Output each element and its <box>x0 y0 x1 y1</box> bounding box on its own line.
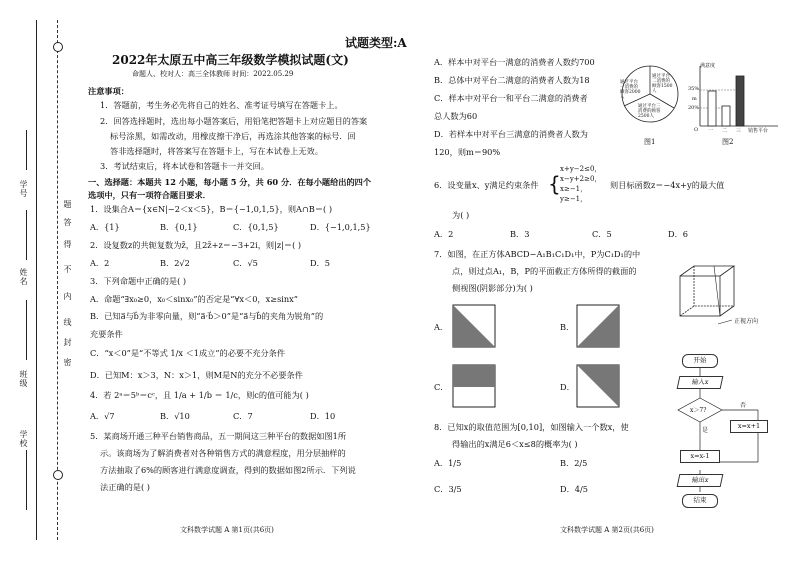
fill-line <box>26 450 27 510</box>
bar-tick: m <box>692 96 697 102</box>
label-name: 姓名 <box>19 268 28 286</box>
fill-line <box>26 210 27 260</box>
seal-char: 内 <box>63 292 72 301</box>
q7-option: B． <box>560 322 575 332</box>
q6-tail: 则目标函数z＝−4x+y的最大值 <box>610 180 725 190</box>
bar <box>708 91 716 126</box>
q6-tail: 为( ) <box>452 210 470 220</box>
q8-line: 8．已知x的取值范围为[0,10]，如图输入一个数x，使 <box>434 422 629 432</box>
q2-option: D．5 <box>310 258 330 268</box>
q5-option: B．总体中对平台二满意的消费者人数为18 <box>434 75 590 85</box>
bar-ylabel: 满意度 <box>700 63 716 69</box>
label-class: 班级 <box>19 370 28 388</box>
page-title: 2022年太原五中高三年级数学模拟试题(文) <box>112 53 349 67</box>
q5-option: C．样本中对平台一和平台二满意的消费者 <box>434 93 588 103</box>
brace: { <box>548 172 561 196</box>
pie-label-2: 通过平台二消费的顾客1500人 <box>652 74 673 94</box>
q7-line: 7．如图，在正方体ABCD−A₁B₁C₁D₁中，P为C₁D₁的中 <box>434 249 641 259</box>
q6-option: B．3 <box>510 229 530 239</box>
bar-x: 三 <box>736 128 742 134</box>
q2-option: A．2 <box>90 258 110 268</box>
q4-option: D．10 <box>310 411 336 421</box>
notice-title: 注意事项： <box>88 86 129 96</box>
figure-2-bar-chart <box>686 62 786 136</box>
seal-char: 题 <box>63 200 72 209</box>
notice-line: 1．答题前，考生务必先将自己的姓名、准考证号填写在答题卡上。 <box>100 100 343 110</box>
seal-line <box>57 20 58 540</box>
binding-hole <box>53 470 63 480</box>
constraint: x+y−2≤0， <box>560 165 602 173</box>
q7-line: 点，则过点A₁，B，P的平面截正方体所得的截面的 <box>452 266 637 276</box>
q8-option: B．2/5 <box>560 458 588 468</box>
seal-char: 线 <box>63 318 72 327</box>
view-direction-label: 正视方向 <box>734 318 759 325</box>
footer-left: 文科数学试题 A 第1页(共6页) <box>180 526 274 534</box>
q7-option: C． <box>434 382 449 392</box>
q4-option: A．√7 <box>90 411 115 421</box>
q8-option: D．4/5 <box>560 484 588 494</box>
q7-line: 侧视图(阴影部分)为( ) <box>452 283 533 293</box>
q3-line: 充要条件 <box>90 329 123 339</box>
seal-char: 答 <box>63 218 72 227</box>
bar <box>722 106 730 126</box>
flow-no: 否 <box>740 402 747 409</box>
q4-option: B．√10 <box>160 411 190 421</box>
q1-option: D．{−1,0,1,5} <box>310 222 371 232</box>
q8-option: A．1/5 <box>434 458 462 468</box>
margin-rule <box>36 20 37 540</box>
option-c-view <box>452 364 496 408</box>
flowchart-lines <box>660 346 790 516</box>
exam-meta: 命题人、校对人：高三全体教师 时间：2022.05.29 <box>132 70 294 78</box>
option-b-view <box>576 304 620 348</box>
q6-option: C．5 <box>592 229 612 239</box>
bar-x: O <box>694 127 699 133</box>
bar-tick: 35% <box>688 86 700 92</box>
pie-label-3: 通过平台三消费的顾客2500人 <box>638 104 661 119</box>
q5-option: 120，则m＝90% <box>434 147 501 157</box>
bar-xlabel: 销售平台 <box>748 128 769 134</box>
bar-x: 一 <box>708 128 714 134</box>
q1-option: C．{0,1,5} <box>233 222 279 232</box>
q6-option: A．2 <box>434 229 454 239</box>
notice-line: 答非选择题时，将答案写在答题卡上，写在本试卷上无效。 <box>110 146 323 156</box>
q3-stem: 3．下列命题中正确的是( ) <box>90 276 187 286</box>
q5-option: D．若样本中对平台三满意的消费者人数为 <box>434 129 588 139</box>
q5-line: 法正确的是( ) <box>100 482 150 492</box>
fill-line <box>26 300 27 360</box>
flow-end: 结束 <box>682 494 718 508</box>
constraint: x≥−1， <box>560 185 588 193</box>
seal-char: 封 <box>63 338 72 347</box>
flow-condition: x＞7? <box>690 407 707 414</box>
q6-option: D．6 <box>668 229 688 239</box>
q5-line: 示。该商场为了解消费者对各种销售方式的满意程度，用分层抽样的 <box>100 448 346 458</box>
q7-option: A． <box>434 322 449 332</box>
pie-label-1: 通过平台一消费的顾客2000人 <box>620 80 641 100</box>
seal-char: 密 <box>63 358 72 367</box>
q4-stem: 4．若 2ᵃ＝5ᵇ＝cᶜ，且 1/a + 1/b ＝ 1/c，则c的值可能为( ) <box>90 390 309 400</box>
flow-input: 输入x <box>677 376 724 389</box>
q5-option: 总人数为60 <box>434 111 478 121</box>
notice-line: 2．回答选择题时，选出每小题答案后，用铅笔把答题卡上对应题目的答案 <box>100 116 368 126</box>
flow-yes: 是 <box>702 427 709 434</box>
constraint: y≥−1， <box>560 195 588 203</box>
binding-hole <box>53 42 63 52</box>
q3-line: D．已知M：x＞3，N：x＞1，则M是N的充分不必要条件 <box>90 370 303 380</box>
q2-option: B．2√2 <box>160 258 190 268</box>
q1-stem: 1．设集合A＝{x∈N|−2＜x＜5}，B＝{−1,0,1,5}，则A∩B＝( ) <box>90 204 333 214</box>
exam-type: 试题类型:A <box>345 36 407 50</box>
fig1-label: 图1 <box>644 138 656 146</box>
q2-stem: 2．设复数z的共轭复数为z̄，且2z̄+z＝−3+2i，则|z|＝( ) <box>90 240 302 250</box>
q2-option: C．√5 <box>233 258 258 268</box>
fill-line <box>26 130 27 170</box>
seal-char: 得 <box>63 240 72 249</box>
flow-output: 输出x <box>677 474 724 487</box>
footer-right: 文科数学试题 A 第2页(共6页) <box>560 526 654 534</box>
q5-line: 方法抽取了6%的顾客进行满意度调查，得到的数据如图2所示．下列说 <box>100 465 356 475</box>
q3-line: B．已知a⃗与b⃗为非零向量，则“a⃗·b⃗＞0”是“a⃗与b⃗的夹角为锐角”的 <box>90 311 324 321</box>
q1-option: B．{0,1} <box>160 222 198 232</box>
q5-line: 5．某商场开通三种平台销售商品，五一期间这三种平台的数据如图1所 <box>90 431 347 441</box>
seal-char: 不 <box>63 265 72 274</box>
label-school: 学校 <box>19 430 28 448</box>
constraint: x−y+2≥0， <box>560 175 602 183</box>
option-a-view <box>452 304 496 348</box>
flow-start: 开始 <box>682 354 718 368</box>
section-heading: 选项中，只有一项符合题目要求． <box>88 190 211 200</box>
flow-increment: x=x+1 <box>730 420 768 433</box>
notice-line: 3．考试结束后，将本试卷和答题卡一并交回。 <box>100 161 269 171</box>
bar <box>736 76 744 126</box>
section-heading: 一、选择题：本题共 12 小题，每小题 5 分，共 60 分．在每小题给出的四个 <box>88 177 372 187</box>
q3-line: A．命题“∃x₀≥0，x₀＜sinx₀”的否定是“∀x＜0，x≥sinx” <box>90 294 298 304</box>
q8-option: C．3/5 <box>434 484 462 494</box>
q1-option: A．{1} <box>90 222 120 232</box>
q4-option: C．7 <box>233 411 253 421</box>
flow-decrement: x=x-1 <box>680 450 720 463</box>
q5-option: A．样本中对平台一满意的消费者人数约700 <box>434 57 595 67</box>
fig2-label: 图2 <box>722 138 734 146</box>
bar-x: 二 <box>722 128 728 134</box>
notice-line: 标号涂黑，如需改动，用橡皮擦干净后，再选涂其他答案的标号．回 <box>110 131 356 141</box>
bar-tick: 20% <box>688 105 700 111</box>
q3-line: C．“x＜0”是“不等式 1/x ＜1成立”的必要不充分条件 <box>90 348 286 358</box>
q6-stem: 6．设变量x、y满足约束条件 <box>434 180 539 190</box>
option-d-view <box>576 364 620 408</box>
q8-line: 得输出的x满足6＜x≤8的概率为( ) <box>452 439 578 449</box>
label-student-id: 学号 <box>19 180 28 198</box>
q7-option: D． <box>560 382 575 392</box>
